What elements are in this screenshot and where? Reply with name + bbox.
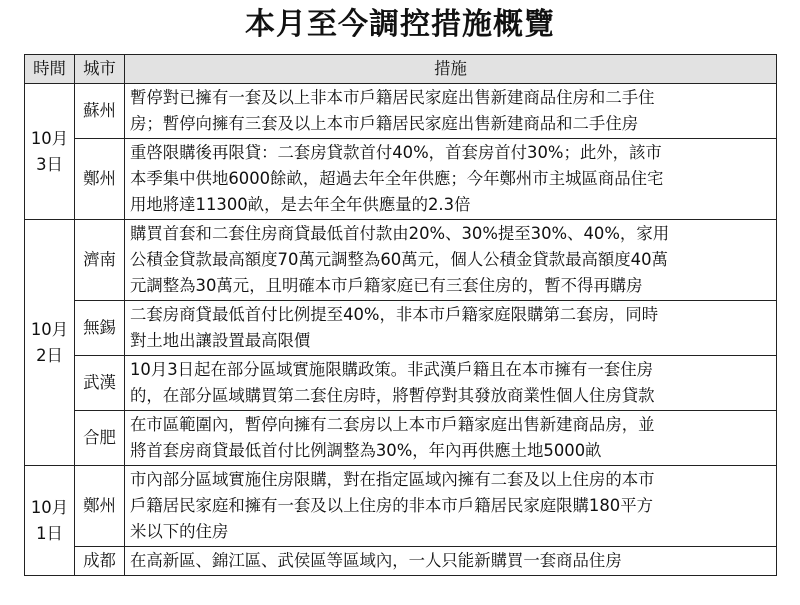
table-row: [25, 411, 777, 466]
table-row: [25, 356, 777, 411]
measure-cell: 暫停對已擁有一套及以上非本市戶籍居民家庭出售新建商品住房和二手住 房；暫停向擁有三套及以上本市戶籍居民家庭出售新建商品和二手住房: [125, 84, 777, 139]
city-cell: 合肥: [75, 411, 125, 466]
measure-cell: 在高新區、錦江區、武侯區等區域內，一人只能新購買一套商品住房: [125, 547, 777, 576]
city-cell: 鄭州: [75, 466, 125, 547]
measures-table: [24, 54, 777, 576]
city-cell: 武漢: [75, 356, 125, 411]
table-row: [25, 220, 777, 301]
city-cell: 蘇州: [75, 84, 125, 139]
measure-cell: 二套房商貸最低首付比例提至40%，非本市戶籍家庭限購第二套房，同時 對土地出讓設置最高限價: [125, 301, 777, 356]
measure-cell: 市內部分區域實施住房限購，對在指定區域內擁有二套及以上住房的本市 戶籍居民家庭和擁有一套及以上住房的非本市戶籍居民家庭限購180平方 米以下的住房: [125, 466, 777, 547]
header-city: 城市: [75, 55, 125, 84]
table-row: [25, 84, 777, 139]
measure-cell: 購買首套和二套住房商貸最低首付款由20%、30%提至30%、40%，家用 公積金貸款最高額度70萬元調整為60萬元，個人公積金貸款最高額度40萬 元調整為30萬元，且明確本市戶籍家庭已有三套住房的，暫不得再購房: [125, 220, 777, 301]
table-row: [25, 466, 777, 547]
city-cell: 鄭州: [75, 139, 125, 220]
page-title: 本月至今調控措施概覽: [245, 7, 555, 42]
measure-cell: 重啓限購後再限貸：二套房貸款首付40%，首套房首付30%；此外，該市 本季集中供地6000餘畝，超過去年全年供應；今年鄭州市主城區商品住宅 用地將達11300畝，是去年全年供應量的2.3倍: [125, 139, 777, 220]
table-header-row: [25, 55, 777, 84]
measure-cell: 10月3日起在部分區域實施限購政策。非武漢戶籍且在本市擁有一套住房 的，在部分區域購買第二套住房時，將暫停對其發放商業性個人住房貸款: [125, 356, 777, 411]
city-cell: 濟南: [75, 220, 125, 301]
table-row: [25, 139, 777, 220]
city-cell: 成都: [75, 547, 125, 576]
date-cell: 10月 1日: [25, 466, 75, 576]
city-cell: 無錫: [75, 301, 125, 356]
date-cell: 10月 2日: [25, 220, 75, 466]
measure-cell: 在市區範圍內，暫停向擁有二套房以上本市戶籍家庭出售新建商品房，並 將首套房商貸最低首付比例調整為30%，年內再供應土地5000畝: [125, 411, 777, 466]
header-measure: 措施: [125, 55, 777, 84]
table-row: [25, 301, 777, 356]
header-date: 時間: [25, 55, 75, 84]
table-row: [25, 547, 777, 576]
date-cell: 10月 3日: [25, 84, 75, 220]
